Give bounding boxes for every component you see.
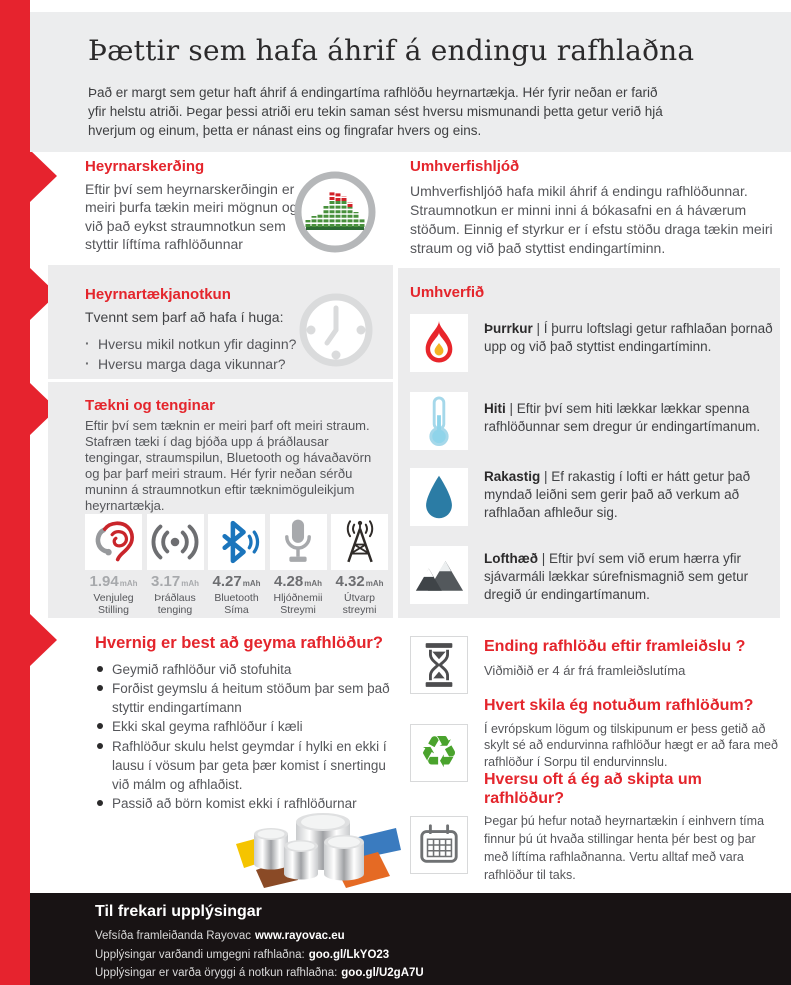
replacement-body: Þegar þú hefur notað heyrnartækin í einhvern tíma finnur þú út hvaða stillingar henta þér best og þar með líftíma rafhlaðnanna. Vertu alltaf með vara rafhlöður til taks.: [484, 814, 765, 883]
ambient-noise-body: Umhverfishljóð hafa mikil áhrif á endingu rafhlöðunnar. Straumnotkun er minni inni á bókasafni en á háværum stöðum. Einnig ef styrkur er í efstu stöðu draga tækin meiri straum og við það styttist endingartíminn.: [410, 183, 773, 257]
spine-arrow-icon: [30, 614, 57, 666]
list-item: · Hversu marga daga vikunnar?: [85, 354, 296, 374]
microphone-icon: [270, 514, 327, 570]
ambient-noise-heading: Umhverfishljóð: [410, 158, 520, 175]
equalizer-icon: [293, 170, 377, 259]
consumption-value: 4.32mAh: [335, 573, 384, 590]
shelf-life-heading: Ending rafhlöðu eftir framleiðslu ?: [484, 638, 746, 655]
hearing-loss-heading: Heyrnarskerðing: [85, 158, 205, 175]
footer-line: Upplýsingar varðandi umgegni rafhlaðna: goo.gl/LkYO23: [95, 949, 390, 961]
footer-line: Upplýsingar er varða öryggi á notkun rafhlaðna: goo.gl/U2gA7U: [95, 967, 424, 979]
environment-item: Hiti | Eftir því sem hiti lækkar lækkar spenna rafhlöðunnar sem dregur úr endingartímanum.: [484, 401, 761, 435]
environment-heading: Umhverfið: [410, 284, 485, 301]
recycle-icon: ♻: [410, 724, 468, 782]
consumption-item: [147, 514, 204, 617]
footer-title: Til frekari upplýsingar: [95, 903, 262, 920]
consumption-label: Þráðlaus tenging: [154, 592, 196, 616]
radio-tower-icon: [331, 514, 388, 570]
consumption-item: [270, 514, 327, 617]
mountain-icon: [410, 546, 468, 604]
usage-intro: Tvennt sem þarf að hafa í huga:: [85, 309, 284, 325]
clock-icon: [297, 291, 375, 374]
calendar-icon: [410, 816, 468, 874]
consumption-value: 1.94mAh: [89, 573, 138, 590]
consumption-item: [208, 514, 265, 617]
consumption-item: [85, 514, 142, 617]
spine-arrow-icon: [30, 150, 57, 202]
safety-info-link[interactable]: goo.gl/U2gA7U: [341, 967, 424, 979]
list-item: Passið að börn komist ekki í rafhlöðurnar: [95, 794, 397, 813]
recycling-body: Í evrópskum lögum og tilskipunum er þess getið að skylt sé að endurvinna rafhlöður hægt er að fara með rafhlöður í Sorpu til endurvinnslu.: [484, 722, 778, 769]
list-item: Rafhlöður skulu helst geymdar í hylki en ekki í lausu í vösum þar geta þær komist í snertingu við málm og afhlaðist.: [95, 737, 397, 794]
list-item: Forðist geymslu á heitum stöðum þar sem það styttir endingartímann: [95, 679, 397, 717]
recycling-heading: Hvert skila ég notuðum rafhlöðum?: [484, 697, 754, 714]
footer-line: Vefsíða framleiðanda Rayovac www.rayovac.eu: [95, 930, 345, 942]
consumption-item: [331, 514, 388, 617]
list-item: Ekki skal geyma rafhlöður í kæli: [95, 717, 397, 736]
red-spine-band: [0, 0, 30, 985]
wireless-icon: [147, 514, 204, 570]
environment-item: Lofthæð | Eftir því sem við erum hærra yfir sjávarmáli lækkar súrefnismagnið sem getur dregið úr endingartímanum.: [484, 551, 749, 603]
usage-heading: Heyrnartækjanotkun: [85, 286, 231, 303]
consumption-value: 4.28mAh: [274, 573, 322, 590]
environment-item: Rakastig | Ef rakastig í lofti er hátt getur það myndað leiðni sem gerir það að verkum að rafhlaðan afhleður sig.: [484, 469, 751, 521]
hearing-aid-icon: [85, 514, 142, 570]
hearing-loss-body: Eftir því sem heyrnarskerðingin er meiri þurfa tækin meiri mögnun og við það eykst straumnotkun sem styttir líftíma rafhlöðunnar: [85, 181, 298, 253]
page-intro: Það er margt sem getur haft áhrif á endingartíma rafhlöðu heyrnartækja. Hér fyrir neðan er farið yfir helstu atriði. Þegar þessi atriði eru tekin saman sést hversu mismunandi þetta getur verið hjá hverjum og einum, þetta er nánast eins og fingrafar hvers og eins.: [88, 85, 663, 138]
usage-list: [85, 334, 296, 375]
hourglass-icon: [410, 636, 468, 694]
manufacturer-link[interactable]: www.rayovac.eu: [254, 930, 345, 942]
thermometer-icon: [410, 392, 468, 450]
consumption-label: Hljóðnemii Streymi: [273, 592, 323, 616]
technology-heading: Tækni og tenginar: [85, 397, 216, 414]
batteries-image: [228, 782, 403, 893]
environment-item: Þurrkur | Í þurru loftslagi getur rafhlaðan þornað upp og við það styttist endingartíminn.: [484, 321, 773, 355]
flame-icon: [410, 314, 468, 372]
list-item: · Hversu mikil notkun yfir daginn?: [85, 334, 296, 354]
consumption-row: [85, 514, 388, 617]
list-item: Geymið rafhlöður við stofuhita: [95, 660, 397, 679]
replacement-heading: Hversu oft á ég að skipta um rafhlöður?: [484, 771, 702, 808]
consumption-label: Bluetooth Síma: [214, 592, 259, 616]
consumption-label: Venjuleg Stilling: [93, 592, 134, 616]
consumption-label: Útvarp streymi: [342, 592, 377, 616]
technology-body: Eftir því sem tæknin er meiri þarf oft meiri straum. Stafræn tæki í dag bjóða upp á þráðlausar tengingar, straumspilun, Bluetooth og hávaðavörn og þar þarf meiri straum. Hér fyrir neðan sérðu muninn á straumnotkun eftir tæknimöguleikjum heyrnartækja.: [85, 418, 372, 513]
water-drop-icon: [410, 468, 468, 526]
bluetooth-icon: [208, 514, 265, 570]
handling-info-link[interactable]: goo.gl/LkYO23: [308, 949, 390, 961]
consumption-value: 3.17mAh: [151, 573, 199, 590]
consumption-value: 4.27mAh: [212, 573, 261, 590]
page-title: Þættir sem hafa áhrif á endingu rafhlaðna: [88, 34, 695, 67]
shelf-life-body: Viðmiðið er 4 ár frá framleiðslutíma: [484, 663, 686, 678]
storage-heading: Hvernig er best að geyma rafhlöður?: [95, 634, 383, 652]
